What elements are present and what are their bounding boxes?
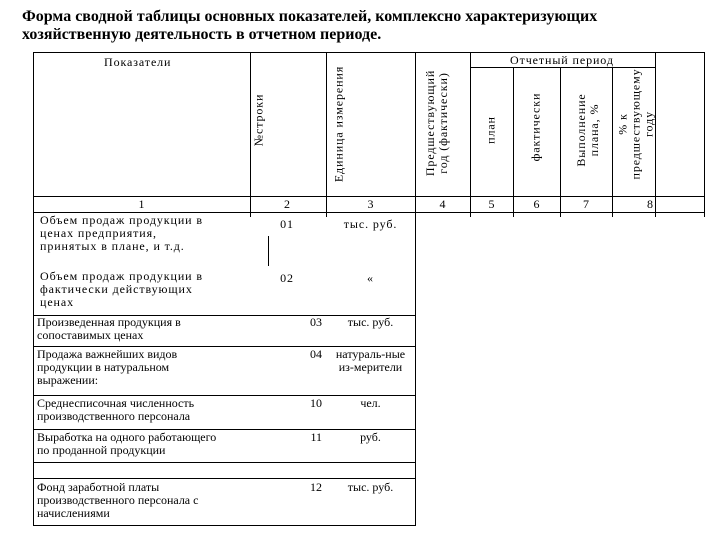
column-number: 5 (488, 197, 495, 211)
header-row-number: №строки (251, 93, 266, 147)
column-divider (612, 67, 613, 217)
row-indicator: Выработка на одного работающего по проданной продукции (37, 430, 217, 457)
row-code: 03 (310, 315, 322, 329)
column-divider (415, 52, 416, 526)
column-number: 4 (439, 197, 446, 211)
column-divider (326, 52, 327, 217)
row-indicator: Продажа важнейших видов продукции в натуральном выражении: (37, 347, 178, 387)
row-indicator: Произведенная продукция в сопоставимых ценах (37, 315, 181, 342)
table-border-left (33, 52, 34, 526)
row-indicator: Объем продаж продукции в ценах предприятия, принятых в плане, и т.д. (40, 213, 203, 253)
document-title: Форма сводной таблицы основных показателей, комплексно характеризующих хозяйственную деятельность в отчетном периоде. (22, 8, 598, 43)
column-divider (560, 67, 561, 217)
header-unit: Единица измерения (331, 65, 346, 183)
header-indicators: Показатели (104, 55, 172, 69)
column-divider (470, 52, 471, 217)
column-number: 7 (583, 197, 589, 211)
column-number: 3 (367, 197, 374, 211)
row-unit: тыс. руб. (347, 480, 394, 494)
row-unit: тыс. руб. (347, 315, 394, 329)
column-number: 6 (533, 197, 540, 211)
row-unit: руб. (360, 430, 381, 444)
column-number: 1 (138, 197, 145, 211)
row-unit: натураль-ные из-мерители (335, 347, 406, 374)
header-plan: план (483, 116, 498, 144)
header-plan-fulfillment: Выполнение плана, % (574, 93, 601, 167)
column-number: 2 (284, 197, 290, 211)
row-code: 10 (310, 396, 322, 410)
column-number: 8 (647, 197, 653, 211)
row-code: 12 (310, 480, 322, 494)
row-indicator: Объем продаж продукции в фактически действующих ценах (40, 269, 203, 309)
table-border-right (704, 52, 705, 217)
row-code: 02 (280, 271, 294, 285)
row-separator (33, 478, 415, 479)
header-report-period: Отчетный период (510, 53, 614, 67)
row-unit: « (367, 271, 374, 285)
row-unit: чел. (360, 396, 381, 410)
row-code: 11 (310, 430, 322, 444)
header-actual: фактически (528, 92, 543, 162)
column-divider (513, 67, 514, 217)
header-previous-year: Предшествующий год (фактически) (423, 69, 450, 177)
header-percent-previous-year: % к предшествующему году (615, 68, 656, 180)
row-code: 04 (310, 347, 322, 361)
column-divider (268, 236, 269, 266)
row-indicator: Среднесписочная численность производственного персонала (37, 396, 195, 423)
row-separator (33, 462, 415, 463)
row-code: 01 (280, 217, 294, 231)
row-indicator: Фонд заработной платы производственного персонала с начислениями (37, 480, 199, 520)
table-border-bottom (33, 525, 415, 526)
row-unit: тыс. руб. (343, 217, 398, 231)
